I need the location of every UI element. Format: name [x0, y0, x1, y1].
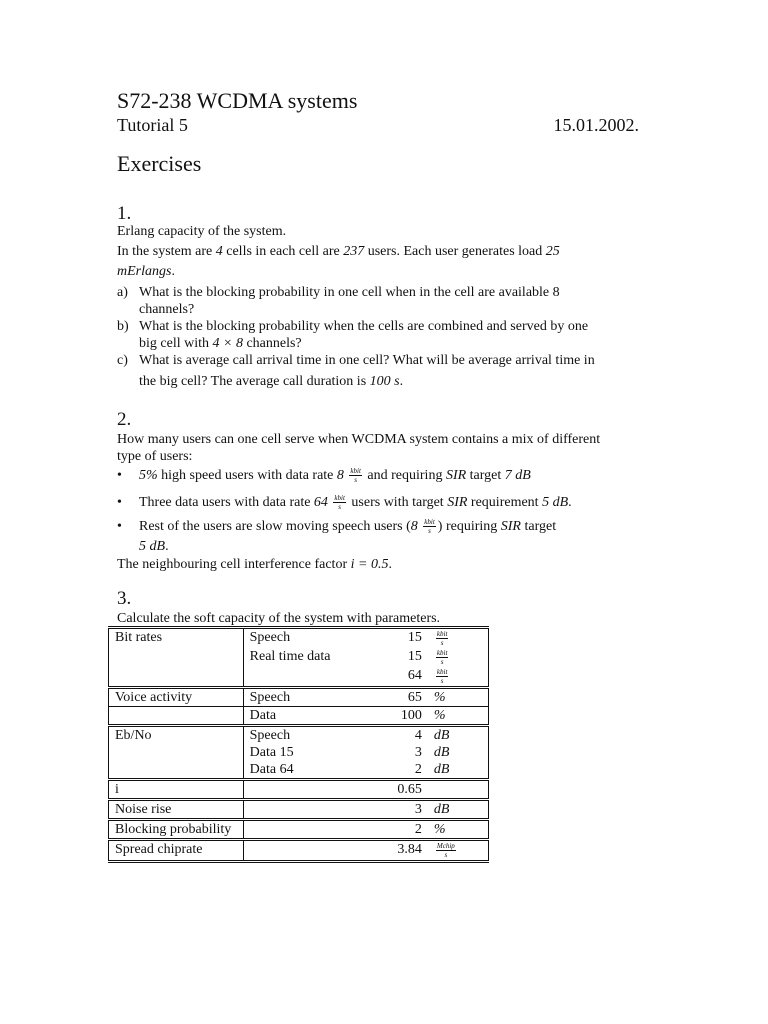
unit-cell: dB [428, 726, 489, 745]
unit-cell: dB [428, 800, 489, 820]
unit-cell [428, 780, 489, 800]
text: In the system are [117, 244, 216, 259]
math: 5% [139, 468, 158, 483]
load-value: 25 [545, 244, 560, 259]
kbit-per-s-fraction [333, 494, 346, 511]
math: SIR [447, 495, 468, 510]
table-row [109, 780, 489, 800]
text: users with target [351, 495, 448, 510]
value-cell: 15 [373, 628, 428, 649]
exercise-2-number: 2. [117, 409, 132, 430]
item-text [139, 352, 657, 390]
unit-cell [428, 648, 489, 667]
param-cell: Bit rates [109, 628, 244, 649]
exercise-1-item-c [117, 352, 657, 390]
unit-cell: % [428, 688, 489, 707]
text: cells in each cell are [222, 244, 344, 259]
item-label: a) [117, 285, 128, 300]
value-cell: 0.65 [373, 780, 428, 800]
denominator: s [338, 503, 342, 512]
text: users. Each user generates load [364, 244, 546, 259]
table-row [109, 688, 489, 707]
kbit-per-s-fraction [423, 518, 436, 535]
sub-cell: Real time data [249, 649, 331, 664]
param-cell: Noise rise [109, 800, 244, 820]
bullet-text [139, 518, 657, 555]
denominator: s [440, 677, 444, 685]
param-cell [109, 648, 244, 667]
item-label: c) [117, 353, 128, 368]
text: . [388, 557, 392, 572]
table-row [109, 820, 489, 840]
users-count: 237 [343, 244, 365, 259]
text: big cell with [139, 336, 213, 351]
text: What is the blocking probability when the cells are combined and served by one [139, 319, 589, 334]
table-row [109, 628, 489, 649]
math: 5 [139, 539, 146, 555]
param-cell: Voice activity [109, 688, 244, 707]
math: 7 [504, 468, 512, 483]
value-cell: 2 [414, 762, 422, 777]
unit-cell: % [428, 820, 489, 840]
load-unit: mErlangs [117, 264, 172, 279]
value-cell: 3 [373, 800, 428, 820]
exercise-2-bullet-2 [117, 494, 657, 511]
sub-cell: Data [243, 707, 373, 726]
item-text [139, 284, 657, 318]
exercise-3-intro: Calculate the soft capacity of the system with parameters. [117, 611, 441, 626]
exercise-2-bullet-3 [117, 518, 657, 555]
numerator: kbit [334, 494, 345, 503]
value-cell: 4 [373, 726, 428, 745]
text: target [466, 468, 505, 483]
sub-cell: Speech [243, 726, 373, 745]
math: i = 0.5 [350, 557, 389, 572]
text: Three data users with data rate [139, 495, 314, 510]
bullet: • [117, 519, 122, 534]
numerator: Mchip [436, 842, 455, 850]
parameters-table [108, 626, 489, 863]
denominator: s [440, 658, 444, 666]
text: . [568, 495, 572, 510]
text [139, 518, 657, 535]
table-row [109, 648, 489, 667]
exercise-1-number: 1. [117, 203, 132, 224]
item-label: b) [117, 319, 129, 334]
value-cell: 3 [414, 745, 422, 760]
tutorial-label: Tutorial 5 [117, 115, 188, 135]
sub-cell: Speech [243, 688, 373, 707]
numerator: kbit [436, 668, 448, 676]
text: What is the blocking probability in one cell when in the cell are available 8 [139, 285, 560, 300]
text: . [165, 539, 169, 555]
param-cell: Eb/No [109, 726, 244, 745]
kbit-per-s-fraction [349, 467, 362, 484]
sub-cell [243, 820, 373, 840]
table-row [109, 800, 489, 820]
param-cell [109, 744, 244, 761]
math: 5 [542, 495, 550, 510]
sub-cell [243, 800, 373, 820]
param-cell: Spread chiprate [109, 840, 244, 862]
sub-cell: Data 64 [249, 762, 294, 777]
text: the big cell? The average call duration is [139, 374, 370, 389]
text: and requiring [367, 468, 446, 483]
value-cell: 3.84 [373, 840, 428, 862]
text: channels? [139, 302, 195, 317]
text [139, 373, 657, 390]
exercise-2-intro [117, 431, 657, 465]
text: type of users: [117, 449, 193, 464]
exercise-1-line-1: Erlang capacity of the system. [117, 224, 287, 239]
exercise-1-item-b [117, 318, 657, 352]
item-text [139, 318, 657, 352]
unit-fraction [436, 842, 456, 859]
exercise-1-item-a [117, 284, 657, 318]
denominator: s [440, 639, 444, 647]
exercise-2-bullet-1 [117, 467, 657, 484]
course-title: S72-238 WCDMA systems [117, 88, 358, 113]
param-cell [109, 761, 244, 780]
table-row [109, 840, 489, 862]
text: How many users can one cell serve when WCDMA system contains a mix of different [117, 432, 601, 447]
text: . [399, 374, 404, 389]
value-cell: 15 [407, 649, 422, 664]
text: Rest of the users are slow moving speech users ( [139, 519, 411, 534]
sub-cell: Data 15 [249, 745, 294, 760]
sub-cell [243, 667, 373, 688]
bullet-text [139, 467, 657, 484]
bullet: • [117, 495, 122, 510]
math: 100 s [369, 374, 400, 389]
exercise-2-closing [117, 556, 657, 573]
denominator: s [428, 527, 431, 536]
value-cell: 100 [373, 707, 428, 726]
text: channels? [242, 336, 302, 351]
subheader [117, 114, 639, 136]
param-cell [109, 667, 244, 688]
param-cell: Blocking probability [109, 820, 244, 840]
table-row [109, 744, 489, 761]
tutorial-date: 15.01.2002. [553, 115, 639, 135]
param-cell [109, 707, 244, 726]
text: requirement [467, 495, 543, 510]
denominator: s [354, 476, 358, 485]
text: high speed users with data rate [157, 468, 337, 483]
unit-cell: % [428, 707, 489, 726]
denominator: s [444, 851, 448, 859]
text: ) requiring [437, 519, 501, 534]
sub-cell [243, 780, 373, 800]
table-row [109, 667, 489, 688]
cells-count: 4 [215, 244, 223, 259]
text: target [520, 519, 557, 534]
math: 8 [336, 468, 344, 483]
math: SIR [445, 468, 467, 483]
bullet-text [139, 494, 657, 511]
unit-cell [428, 840, 489, 862]
text [139, 335, 657, 352]
text: The neighbouring cell interference factor [117, 557, 351, 572]
math: SIR [500, 519, 521, 534]
math: dB [515, 468, 531, 483]
math: 64 [313, 495, 328, 510]
unit-cell: dB [428, 744, 489, 761]
table-row [109, 761, 489, 780]
unit-cell [428, 667, 489, 688]
text: What is average call arrival time in one cell? What will be average arrival time in [139, 353, 595, 368]
section-heading: Exercises [117, 151, 202, 176]
table-row [109, 726, 489, 745]
exercise-1-body [117, 223, 657, 390]
unit-cell [428, 628, 489, 649]
numerator: kbit [350, 467, 361, 476]
bullet: • [117, 468, 122, 483]
text: . [171, 264, 175, 279]
unit-fraction [436, 668, 449, 685]
math: 4 × 8 [212, 336, 243, 351]
math: dB [149, 539, 166, 555]
table-row [109, 707, 489, 726]
value-cell: 64 [407, 668, 422, 683]
text [139, 538, 657, 555]
math: dB [552, 495, 569, 510]
sub-cell [243, 840, 373, 862]
unit-fraction [436, 630, 449, 647]
value-cell: 65 [373, 688, 428, 707]
exercise-3-number: 3. [117, 588, 132, 609]
value-cell: 2 [373, 820, 428, 840]
unit-fraction [436, 649, 449, 666]
sub-cell: Speech [243, 628, 373, 649]
unit-cell: dB [428, 761, 489, 780]
numerator: kbit [424, 518, 435, 527]
numerator: kbit [436, 630, 448, 638]
exercise-1-line-3 [117, 263, 657, 280]
math: 8 [410, 519, 418, 534]
exercise-1-line-2 [117, 243, 657, 260]
numerator: kbit [436, 649, 448, 657]
param-cell: i [109, 780, 244, 800]
